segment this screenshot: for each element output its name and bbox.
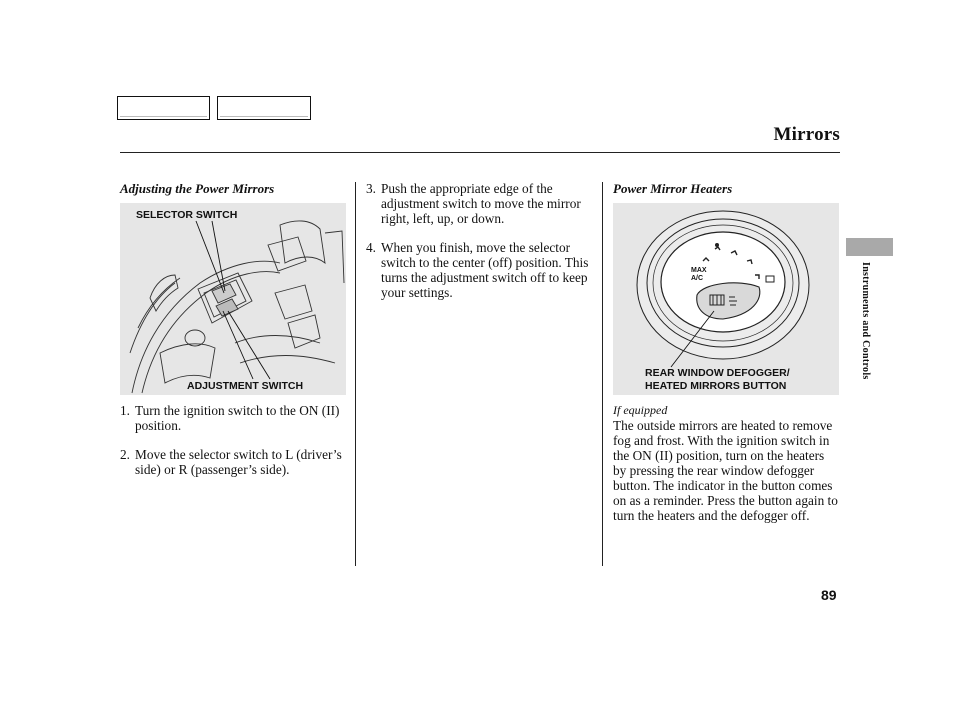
power-mirror-switch-figure <box>120 203 346 395</box>
if-equipped-note: If equipped <box>613 403 668 417</box>
header-rule <box>120 152 840 153</box>
step-item <box>120 447 350 477</box>
step-number: 1. <box>120 403 130 418</box>
page-title: Mirrors <box>773 124 840 145</box>
section-tab-label: Instruments and Controls <box>860 262 871 380</box>
heater-body-text: The outside mirrors are heated to remove fog and frost. With the ignition switch in the ON (II) position, turn on the heaters by pressing the rear window defogger button. The indicator in the button comes on as a reminder. Press the button again to turn the heaters and the defogger off. <box>613 418 838 523</box>
callout-defogger-button: REAR WINDOW DEFOGGER/ HEATED MIRRORS BUTTON <box>645 367 790 392</box>
mirror-heater-button-figure <box>613 203 839 395</box>
step-item <box>120 403 350 433</box>
callout-adjustment-switch: ADJUSTMENT SWITCH <box>187 380 304 392</box>
section-tab-marker <box>846 238 893 256</box>
step-item <box>366 181 596 226</box>
door-panel-illustration <box>120 203 346 395</box>
section-heading-mirror-heaters: Power Mirror Heaters <box>613 181 733 196</box>
step-number: 2. <box>120 447 130 462</box>
left-steps <box>120 403 350 491</box>
step-item <box>366 240 596 300</box>
callout-selector-switch: SELECTOR SWITCH <box>136 209 238 221</box>
page-number: 89 <box>821 587 837 603</box>
column-divider-left <box>355 182 356 566</box>
step-text: Move the selector switch to L (driver’s side) or R (passenger’s side). <box>135 447 342 477</box>
column-divider-right <box>602 182 603 566</box>
dial-label-ac: A/C <box>691 275 704 282</box>
step-text: Turn the ignition switch to the ON (II) position. <box>135 403 340 433</box>
middle-steps <box>366 181 596 314</box>
step-number: 3. <box>366 181 376 196</box>
nav-button-table-of-contents[interactable] <box>217 96 311 120</box>
step-number: 4. <box>366 240 376 255</box>
step-text: Push the appropriate edge of the adjustment switch to move the mirror right, left, up, or down. <box>381 181 581 226</box>
step-text: When you finish, move the selector switch to the center (off) position. This turns the adjustment switch off to keep your settings. <box>381 240 589 300</box>
dial-label-max: MAX <box>691 267 707 274</box>
section-heading-power-mirrors: Adjusting the Power Mirrors <box>120 181 275 196</box>
nav-button-main-menu[interactable] <box>117 96 210 120</box>
